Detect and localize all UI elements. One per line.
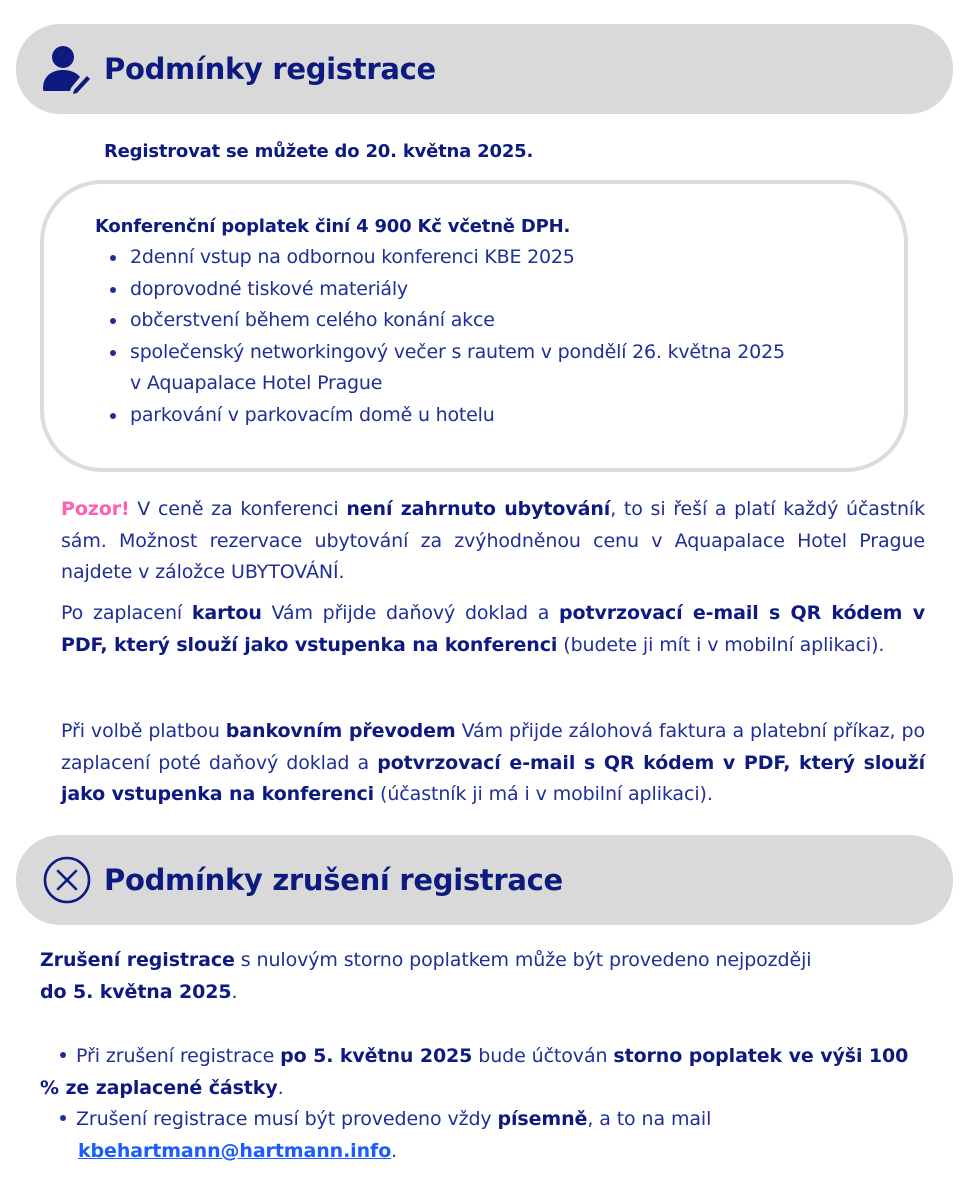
text: , a to na mail [587,1108,712,1130]
cancellation-header [16,835,953,925]
text: . [277,1076,284,1099]
bold-text: po 5. květnu 2025 [280,1045,473,1067]
text: Vám přijde daňový doklad a [261,602,560,624]
list-item-text-cont: v Aquapalace Hotel Prague [130,372,383,394]
bold-text: storno poplatek ve výši 100 % ze zaplacené částky [40,1045,909,1099]
text: , to si řeší a platí každý účastník sám. Možnost rezervace ubytování za zvýhodněnou cenu v Aquapalace Hotel Prague najdete v záložce UBYTOVÁNÍ. [61,498,925,583]
accommodation-notice [61,494,925,589]
list-item: parkování v parkovacím domě u hotelu [106,400,785,432]
bold-text: do 5. května 2025 [40,980,232,1003]
card-payment-info [61,598,925,661]
email-link[interactable]: kbehartmann@hartmann.info [78,1139,392,1162]
bold-text: není zahrnuto ubytování [346,498,611,520]
bold-text: písemně [497,1108,588,1130]
fee-box [40,180,908,472]
text: Vám přijde zálohová faktura a platební příkaz, po zaplacení poté daňový doklad a [61,720,925,774]
list-item: doprovodné tiskové materiály [106,274,785,306]
list-item [106,337,785,400]
fee-title: Konferenční poplatek činí 4 900 Kč včetně DPH. [95,216,571,237]
text: (budete ji mít i v mobilní aplikaci). [557,633,885,656]
warning-label: Pozor! [61,498,130,520]
bold-text: bankovním převodem [225,720,456,742]
text: . [231,980,238,1003]
text: Po zaplacení [61,602,192,624]
text: Zrušení registrace musí být provedeno vždy [76,1108,498,1130]
cancellation-intro [40,945,920,1008]
list-item-text: společenský networkingový večer s rautem v pondělí 26. května 2025 [130,340,785,363]
user-edit-icon [40,42,94,96]
text: . [391,1139,398,1162]
bold-text: kartou [191,602,262,624]
text: Při volbě platbou [61,720,226,742]
list-item: 2denní vstup na odbornou konferenci KBE 2025 [106,242,785,274]
registration-deadline: Registrovat se můžete do 20. května 2025. [104,141,534,162]
list-item: občerstvení během celého konání akce [106,305,785,337]
fee-list [106,242,785,431]
text: bude účtován [472,1045,614,1067]
bold-text: potvrzovací e-mail s QR kódem v PDF, který slouží jako vstupenka na konferenci [61,751,926,805]
text: V ceně za konferenci [129,498,347,520]
text: s nulovým storno poplatkem může být provedeno nejpozději [234,949,812,971]
cancellation-rule-written [40,1104,920,1167]
bold-text: potvrzovací e-mail s QR kódem v PDF, který slouží jako vstupenka na konferenci [61,602,925,656]
bullet [60,1052,66,1058]
registration-header [16,24,953,114]
cancellation-rule-fee [40,1041,920,1104]
bold-text: Zrušení registrace [40,949,235,971]
text: (účastník ji má i v mobilní aplikaci). [374,783,713,805]
text: Při zrušení registrace [76,1045,281,1067]
bank-payment-info [61,716,925,811]
cancellation-heading: Podmínky zrušení registrace [104,863,563,897]
registration-heading: Podmínky registrace [104,52,436,86]
indent [40,1140,78,1162]
circle-x-icon [40,853,94,907]
bullet [60,1115,66,1121]
